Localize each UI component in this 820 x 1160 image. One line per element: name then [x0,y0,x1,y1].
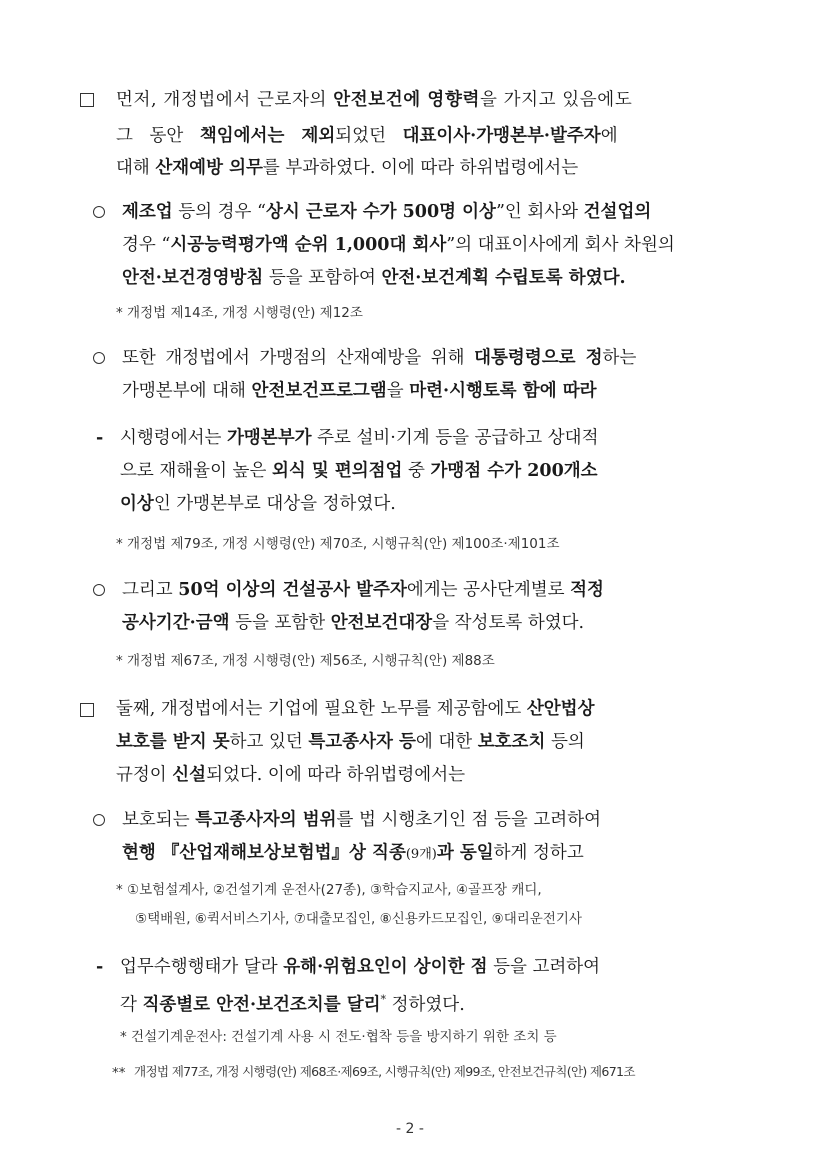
item-3-line-1: 그리고 50억 이상의 건설공사 발주자에게는 공사단계별로 적정 [122,580,604,600]
paragraph-2-line-3: 규정이 신설되었다. 이에 따라 하위법령에서는 [116,765,466,785]
circle-bullet-icon [93,814,105,826]
circle-bullet-icon [93,584,105,596]
dash-bullet: - [96,957,104,977]
paragraph-1-line-1: 먼저, 개정법에서 근로자의 안전보건에 영향력을 가지고 있음에도 [116,90,633,110]
footnote-3: * 개정법 제67조, 개정 시행령(안) 제56조, 시행규칙(안) 제88조 [116,653,495,669]
item-2-line-1: 또한 개정법에서 가맹점의 산재예방을 위해 대통령령으로 정하는 [122,348,637,368]
paragraph-1-line-3: 대해 산재예방 의무를 부과하였다. 이에 따라 하위법령에서는 [116,158,579,178]
subitem-2-line-1: 업무수행행태가 달라 유해·위험요인이 상이한 점 등을 고려하여 [120,957,601,977]
subitem-2-line-2: 각 직종별로 안전·보건조치를 달리* 정하였다. [120,993,465,1015]
footnote-2: * 개정법 제79조, 개정 시행령(안) 제70조, 시행규칙(안) 제100조·제101조 [116,536,560,552]
subitem-1-line-1: 시행령에서는 가맹본부가 주로 설비·기계 등을 공급하고 상대적 [120,428,599,448]
paragraph-2-line-2: 보호를 받지 못하고 있던 특고종사자 등에 대한 보호조치 등의 [116,732,585,752]
item-2-line-2: 가맹본부에 대해 안전보건프로그램을 마련·시행토록 함에 따라 [122,381,597,401]
paragraph-1-line-2: 그 동안 책임에서는 제외되었던 대표이사·가맹본부·발주자에 [116,126,618,146]
checkbox-bullet-icon [80,703,94,717]
footnote-5-line-1: * 건설기계운전사: 건설기계 사용 시 전도·협착 등을 방지하기 위한 조치 등 [120,1029,557,1045]
subitem-1-line-2: 으로 재해율이 높은 외식 및 편의점업 중 가맹점 수가 200개소 [120,461,598,481]
circle-bullet-icon [93,352,105,364]
item-1-line-2: 경우 “시공능력평가액 순위 1,000대 회사”의 대표이사에게 회사 차원의 [122,235,675,255]
item-4-line-2: 현행 『산업재해보상보험법』상 직종(9개)과 동일하게 정하고 [122,843,584,863]
item-4-line-1: 보호되는 특고종사자의 범위를 법 시행초기인 점 등을 고려하여 [122,810,602,830]
footnote-1: * 개정법 제14조, 개정 시행령(안) 제12조 [116,305,363,321]
footnote-5-star: ** [112,1065,126,1081]
footnote-4-line-2: ⑤택배원, ⑥퀵서비스기사, ⑦대출모집인, ⑧신용카드모집인, ⑨대리운전기사 [135,911,582,927]
dash-bullet: - [96,428,104,448]
item-1-line-3: 안전·보건경영방침 등을 포함하여 안전·보건계획 수립토록 하였다. [122,268,626,288]
footnote-4-line-1: * ①보험설계사, ②건설기계 운전사(27종), ③학습지교사, ④골프장 캐디, [116,882,542,898]
subitem-1-line-3: 이상인 가맹본부로 대상을 정하였다. [120,494,396,514]
item-3-line-2: 공사기간·금액 등을 포함한 안전보건대장을 작성토록 하였다. [122,613,585,633]
circle-bullet-icon [93,206,105,218]
footnote-5-line-2: 개정법 제77조, 개정 시행령(안) 제68조·제69조, 시행규칙(안) 제99조, 안전보건규칙(안) 제671조 [134,1064,635,1079]
checkbox-bullet-icon [80,93,94,107]
paragraph-2-line-1: 둘째, 개정법에서는 기업에 필요한 노무를 제공함에도 산안법상 [116,699,595,719]
item-1-line-1: 제조업 등의 경우 “상시 근로자 수가 500명 이상”인 회사와 건설업의 [122,202,652,222]
page-number: - 2 - [396,1121,424,1137]
